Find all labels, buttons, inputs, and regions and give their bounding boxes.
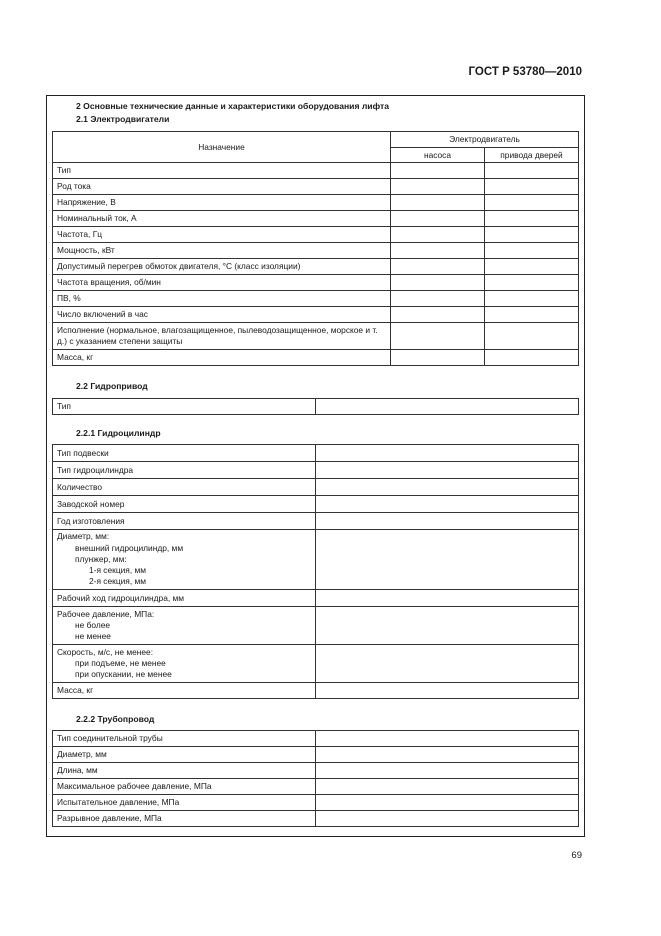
pump-value-cell	[391, 179, 485, 195]
pressure-min-label: не менее	[75, 631, 111, 642]
value-cell	[316, 779, 579, 795]
row-label: Диаметр, мм	[53, 747, 316, 763]
row-label: ПВ, %	[53, 291, 391, 307]
column-header-purpose: Назначение	[53, 132, 391, 163]
pump-value-cell	[391, 243, 485, 259]
door-drive-value-cell	[485, 259, 579, 275]
row-label: Разрывное давление, МПа	[53, 811, 316, 827]
section-1-label: 1-я секция, мм	[89, 565, 146, 576]
row-label: Год изготовления	[53, 513, 316, 530]
door-drive-value-cell	[485, 211, 579, 227]
document-id: ГОСТ Р 53780—2010	[468, 66, 582, 78]
value-cell	[316, 399, 579, 415]
door-drive-value-cell	[485, 195, 579, 211]
motors-table	[52, 131, 579, 366]
row-label: Максимальное рабочее давление, МПа	[53, 779, 316, 795]
door-drive-value-cell	[485, 350, 579, 366]
cylinder-table	[52, 444, 579, 699]
row-label: Испытательное давление, МПа	[53, 795, 316, 811]
value-cell	[316, 530, 579, 590]
value-cell	[316, 645, 579, 683]
row-label: Напряжение, В	[53, 195, 391, 211]
door-drive-value-cell	[485, 163, 579, 179]
door-drive-value-cell	[485, 179, 579, 195]
value-cell	[316, 683, 579, 699]
pump-value-cell	[391, 275, 485, 291]
pressure-max-label: не более	[75, 619, 111, 630]
speed-up-label: при подъеме, не менее	[75, 657, 166, 668]
row-label: Тип подвески	[53, 445, 316, 462]
row-label: Масса, кг	[53, 350, 391, 366]
row-label: Род тока	[53, 179, 391, 195]
door-drive-value-cell	[485, 227, 579, 243]
value-cell	[316, 607, 579, 645]
row-label: Тип гидроцилиндра	[53, 462, 316, 479]
speed-down-label: при опускании, не менее	[75, 669, 172, 680]
door-drive-value-cell	[485, 275, 579, 291]
row-label: Номинальный ток, А	[53, 211, 391, 227]
value-cell	[316, 445, 579, 462]
subsection-title-hydro: 2.2 Гидропривод	[76, 381, 148, 391]
outer-cylinder-label: внешний гидроцилиндр, мм	[75, 542, 184, 553]
row-label-diameter	[53, 530, 316, 590]
subsection-title-motors: 2.1 Электродвигатели	[76, 114, 170, 124]
row-label: Мощность, кВт	[53, 243, 391, 259]
row-label: Частота, Гц	[53, 227, 391, 243]
pump-value-cell	[391, 195, 485, 211]
section-title: 2 Основные технические данные и характеристики оборудования лифта	[76, 101, 389, 111]
value-cell	[316, 462, 579, 479]
row-label: Заводской номер	[53, 496, 316, 513]
diameter-label: Диаметр, мм:	[57, 531, 110, 542]
value-cell	[316, 731, 579, 747]
subsection-title-cylinder: 2.2.1 Гидроцилиндр	[76, 428, 161, 438]
pipe-table	[52, 730, 579, 827]
value-cell	[316, 795, 579, 811]
pump-value-cell	[391, 323, 485, 350]
row-label: Рабочий ход гидроцилиндра, мм	[53, 590, 316, 607]
pump-value-cell	[391, 350, 485, 366]
value-cell	[316, 479, 579, 496]
value-cell	[316, 496, 579, 513]
speed-label: Скорость, м/с, не менее:	[57, 646, 154, 657]
column-header-pump: насоса	[391, 148, 485, 163]
row-label: Тип соединительной трубы	[53, 731, 316, 747]
hydro-table	[52, 398, 579, 415]
pump-value-cell	[391, 291, 485, 307]
row-label: Исполнение (нормальное, влагозащищенное, пылеводозащищенное, морское и т. д.) с указанием степени защиты	[53, 323, 391, 350]
door-drive-value-cell	[485, 243, 579, 259]
value-cell	[316, 811, 579, 827]
value-cell	[316, 590, 579, 607]
row-label: Длина, мм	[53, 763, 316, 779]
door-drive-value-cell	[485, 323, 579, 350]
row-label: Допустимый перегрев обмоток двигателя, °С (класс изоляции)	[53, 259, 391, 275]
row-label-pressure	[53, 607, 316, 645]
row-label: Частота вращения, об/мин	[53, 275, 391, 291]
door-drive-value-cell	[485, 307, 579, 323]
section-2-label: 2-я секция, мм	[89, 576, 146, 587]
pump-value-cell	[391, 307, 485, 323]
door-drive-value-cell	[485, 291, 579, 307]
subsection-title-pipe: 2.2.2 Трубопровод	[76, 714, 155, 724]
row-label: Число включений в час	[53, 307, 391, 323]
row-label: Тип	[53, 163, 391, 179]
row-label-speed	[53, 645, 316, 683]
column-header-motor: Электродвигатель	[391, 132, 579, 148]
pump-value-cell	[391, 259, 485, 275]
pump-value-cell	[391, 211, 485, 227]
pump-value-cell	[391, 227, 485, 243]
column-header-door-drive: привода дверей	[485, 148, 579, 163]
value-cell	[316, 747, 579, 763]
page-number: 69	[571, 850, 582, 861]
pressure-label: Рабочее давление, МПа:	[57, 608, 155, 619]
plunger-label: плунжер, мм:	[75, 553, 127, 564]
row-label: Количество	[53, 479, 316, 496]
pump-value-cell	[391, 163, 485, 179]
value-cell	[316, 513, 579, 530]
row-label: Масса, кг	[53, 683, 316, 699]
row-label: Тип	[53, 399, 316, 415]
value-cell	[316, 763, 579, 779]
